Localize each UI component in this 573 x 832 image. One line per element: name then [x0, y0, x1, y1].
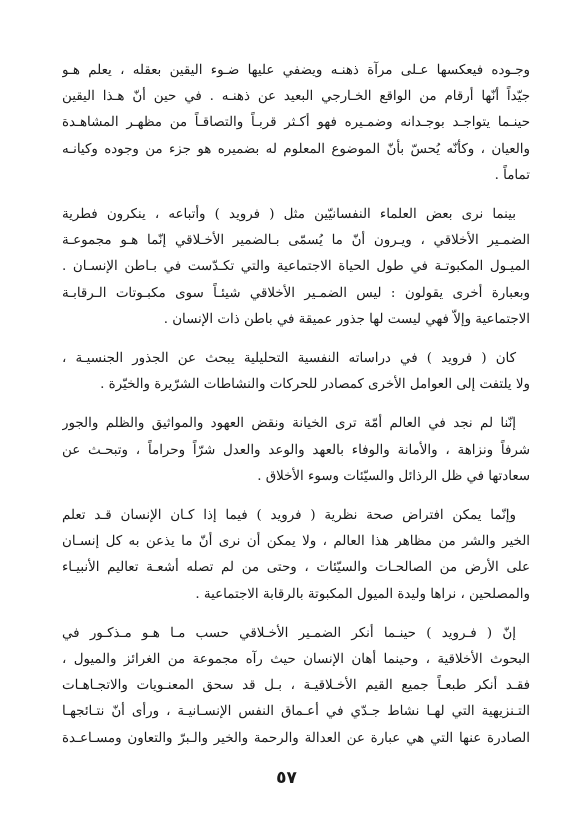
paragraph: [62, 411, 530, 490]
text-line: الاجتماعية وإلاّ فهي ليست لها جذور عميقة في باطن ذات الإنسان .: [163, 311, 530, 327]
paragraph: [62, 346, 530, 398]
text-line: إنّنا لم نجد في العالم أمّة ترى الخيانة ونقض العهود والمواثيق والظلم والجور: [62, 416, 516, 432]
page-number: ٥٧: [276, 768, 297, 788]
text-line: شرفاً ونزاهة ، والأمانة والوفاء بالعهد والوعد والعدل شرّاً وحراماً ، وتبحـث عن: [62, 442, 530, 458]
text-line: فقـد أنكر طبعـاً جميع القيم الأخـلاقيـة ، بـل قد سحق المعنـويات والاتجـاهـات: [62, 678, 530, 694]
text-line: ولا يلتفت إلى العوامل الأخرى كمصادر للحركات والنشاطات الشرّيرة والخيّرة .: [100, 377, 530, 393]
text-line: سعادتها في ظل الرذائل والسيّئات وسوء الأخلاق .: [257, 468, 530, 484]
text-line: حينـما يتواجـد بوجـدانه وضمـيره فهو أكـثر قربـاً والتصاقـاً من مظهـر المشاهـدة: [62, 115, 530, 131]
paragraph: [62, 58, 530, 189]
text-line: على الأرض من الصالحـات والسيّئات ، وحتى من لم تصله أشعـة تعاليم الأنبيـاء: [62, 560, 530, 576]
body-text: [62, 58, 530, 765]
text-line: الضمـير الأخلاقي ، ويـرون أنّ ما يُسمّى بـالضمير الأخـلاقي إنّما هـو مجموعـة: [62, 233, 530, 249]
text-line: الصادرة عنها التي هي عبارة عن العدالة والرحمة والخير والـبرّ والتعاون ومسـاعـدة: [62, 730, 530, 746]
paragraph: [62, 621, 530, 752]
text-line: تماماً .: [494, 167, 530, 183]
paragraph: [62, 503, 530, 608]
text-line: جيّداً أنّها أرقام من الواقع الخـارجي البعيد عن ذهنـه . في حين أنّ هـذا اليقين: [62, 89, 530, 105]
text-line: وجـوده فيعكسها عـلى مرآة ذهنـه ويضفي عليها ضـوء اليقين بعقله ، يعلم هـو: [62, 63, 530, 78]
text-line: التـنزيهية التي لهـا نشاط جـدّي في أعـماق النفس الإنسـانيـة ، ورأى أنّ نتـائجهـا: [62, 704, 530, 720]
text-line: والعيان ، وكأنّه يُحسّ بأنّ الموضوع المعلوم له بضميره هو جزء من وجوده وكيانـه: [62, 141, 530, 157]
text-line: الخير والشر من مظاهر هذا العالم ، ولا يمكن أن نرى أنّ ما يذعن به كل إنسـان: [62, 534, 530, 550]
text-line: إنّ ( فـرويد ) حينـما أنكر الضمـير الأخـلاقي حسب مـا هـو مـذكـور في: [62, 625, 516, 641]
text-line: والمصلحين ، نراها وليدة الميول المكبوتة بالرقابة الاجتماعية .: [195, 586, 530, 602]
text-line: البحوث الأخلاقية ، وحينما أهان الإنسان حيث رآه مجموعة من الغرائز والميول ،: [62, 652, 530, 668]
text-line: كان ( فرويد ) في دراساته النفسية التحليلية يبحث عن الجذور الجنسيـة ،: [62, 351, 516, 367]
text-line: بينما نرى بعض العلماء النفسانيّين مثل ( فرويد ) وأتباعه ، ينكرون فطرية: [62, 207, 516, 223]
text-line: الميـول المكبوتـة في طول الحياة الاجتماعية والتي تكـدّست في بـاطن الإنسـان .: [62, 259, 530, 275]
text-line: وبعبارة أخرى يقولون : ليس الضمـير الأخلاقي شيئـاً سوى مكبـوتات الـرقابـة: [62, 285, 530, 301]
text-line: وإنّما يمكن افتراض صحة نظرية ( فرويد ) فيما إذا كـان الإنسان قـد تعلم: [62, 508, 516, 524]
paragraph: [62, 202, 530, 333]
